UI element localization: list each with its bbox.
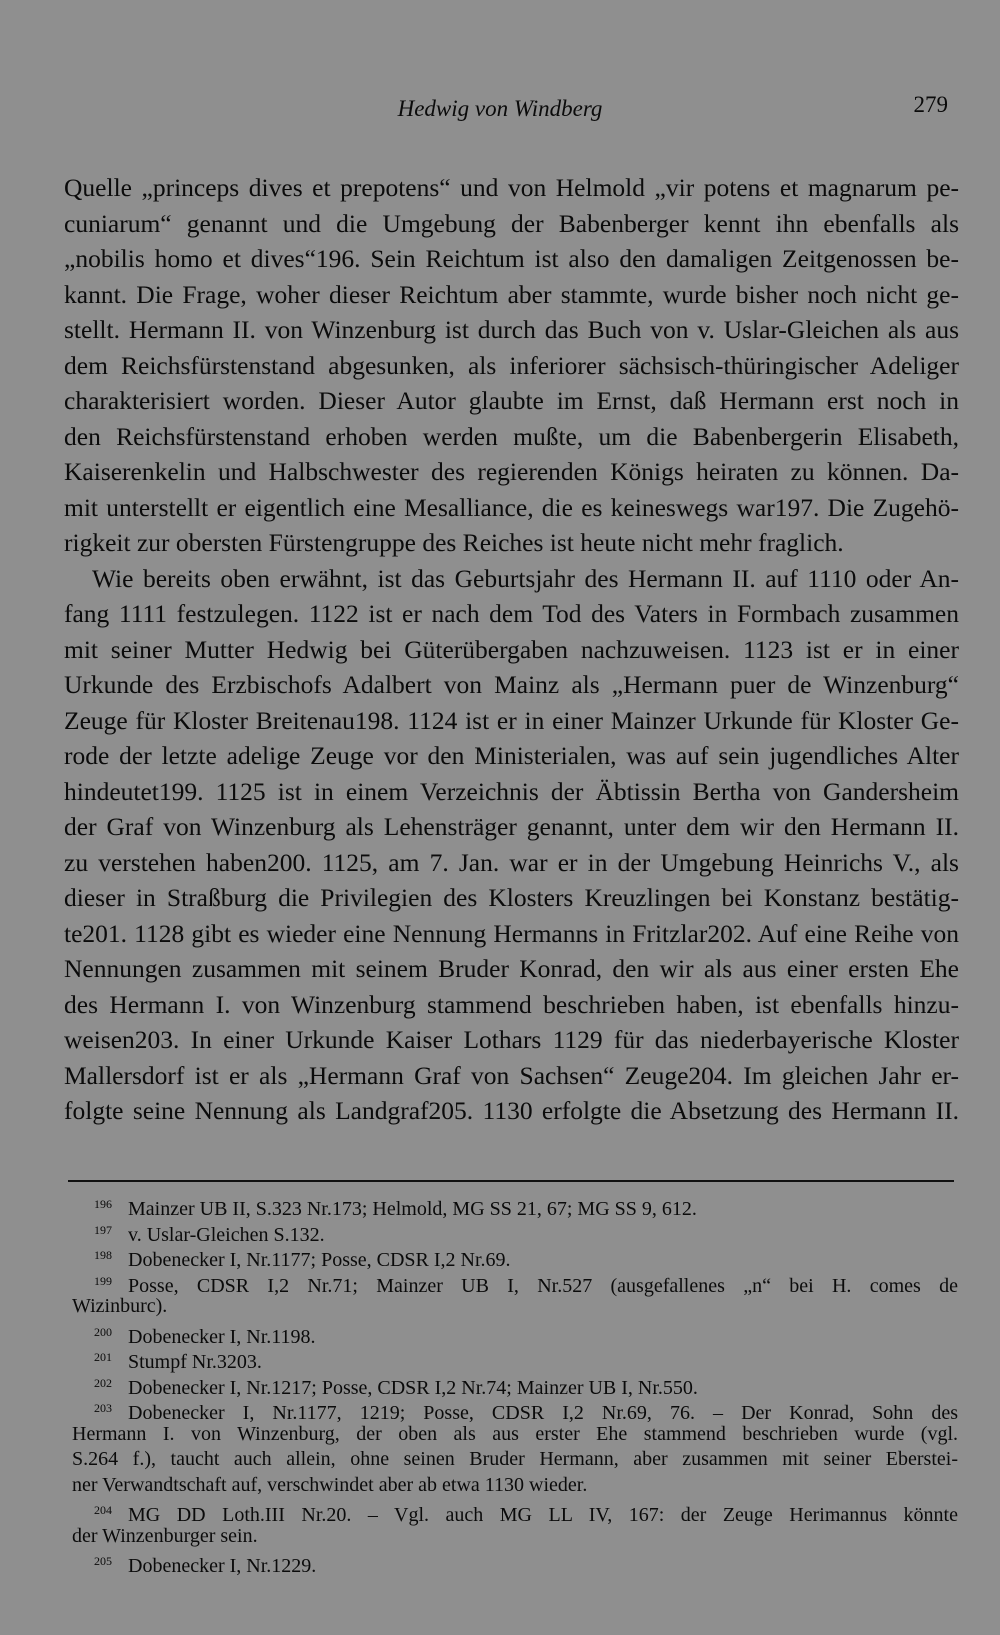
footnote — [72, 1269, 958, 1295]
footnote-text: Dobenecker I, Nr.1198. — [128, 1325, 316, 1348]
footnote-number: 204 — [94, 1503, 112, 1517]
body-line: fang 1111 festzulegen. 1122 ist er nach dem Tod des Vaters in Formbach zusammen — [64, 599, 959, 628]
footnote-text: Dobenecker I, Nr.1229. — [128, 1555, 317, 1577]
footnote-continuation — [72, 1524, 958, 1550]
footnote-text: Hermann I. von Winzenburg, der oben als aus erster Ehe stammend beschrieben wurde (vgl. — [72, 1422, 958, 1445]
body-line: Nennungen zusammen mit seinem Bruder Konrad, den wir als aus einer ersten Ehe — [64, 954, 959, 983]
footnote — [72, 1371, 958, 1397]
footnote — [72, 1320, 958, 1346]
body-line: dieser in Straßburg die Privilegien des Klosters Kreuzlingen bei Konstanz bestätig- — [64, 883, 959, 912]
footnote-number: 200 — [94, 1324, 112, 1339]
footnote-text: Dobenecker I, Nr.1177, 1219; Posse, CDSR I,2 Nr.69, 76. – Der Konrad, Sohn des — [128, 1402, 958, 1424]
footnote-number: 197 — [94, 1222, 112, 1237]
footnote-number: 203 — [94, 1401, 112, 1415]
body-line: Zeuge für Kloster Breitenau198. 1124 ist er in einer Mainzer Urkunde für Kloster Ge- — [64, 705, 959, 735]
footnote-number: 201 — [94, 1350, 112, 1364]
body-line: rode der letzte adelige Zeuge vor den Ministerialen, was auf sein jugendliches Alter — [64, 741, 959, 770]
footnote-text: MG DD Loth.III Nr.20. – Vgl. auch MG LL IV, 167: der Zeuge Herimannus könnte — [128, 1504, 958, 1526]
body-line: weisen203. In einer Urkunde Kaiser Lothars 1129 für das niederbayerische Kloster — [64, 1025, 959, 1054]
body-line: te201. 1128 gibt es wieder eine Nennung Hermanns in Fritzlar202. Auf eine Reihe von — [64, 918, 959, 948]
body-line: mit unterstellt er eigentlich eine Mesalliance, die es keineswegs war197. Die Zugehö- — [64, 492, 959, 522]
body-line: des Hermann I. von Winzenburg stammend beschrieben haben, ist ebenfalls hinzu- — [64, 989, 959, 1019]
footnote-text: der Winzenburger sein. — [72, 1524, 258, 1547]
footnote-continuation — [72, 1294, 958, 1320]
footnotes — [72, 1192, 958, 1575]
body-line: zu verstehen haben200. 1125, am 7. Jan. war er in der Umgebung Heinrichs V., als — [64, 847, 959, 877]
running-title: Hedwig von Windberg — [397, 96, 603, 121]
footnote-continuation — [72, 1422, 958, 1448]
footnote-text: v. Uslar-Gleichen S.132. — [128, 1223, 325, 1246]
footnote — [72, 1218, 958, 1244]
footnote-text: ner Verwandtschaft auf, verschwindet aber ab etwa 1130 wieder. — [72, 1473, 588, 1496]
body-line: der Graf von Winzenburg als Lehensträger genannt, unter dem wir den Hermann II. — [64, 812, 959, 841]
body-line: Quelle „princeps dives et prepotens“ und von Helmold „vir potens et magnarum pe- — [64, 173, 959, 202]
body-line: Urkunde des Erzbischofs Adalbert von Mainz als „Hermann puer de Winzenburg“ — [64, 670, 959, 699]
footnote-continuation — [72, 1473, 958, 1499]
footnote-rule — [68, 1180, 954, 1182]
footnote — [72, 1549, 958, 1575]
body-line: Kaiserenkelin und Halbschwester des regierenden Königs heiraten zu können. Da- — [64, 457, 959, 486]
footnote-text: Dobenecker I, Nr.1177; Posse, CDSR I,2 Nr.69. — [128, 1249, 511, 1271]
body-line: dem Reichsfürstenstand abgesunken, als inferiorer sächsisch-thüringischer Adeliger — [64, 350, 959, 380]
footnote-number: 202 — [94, 1375, 112, 1390]
footnote — [72, 1192, 958, 1218]
footnote — [72, 1345, 958, 1371]
body-line: Mallersdorf ist er als „Hermann Graf von Sachsen“ Zeuge204. Im gleichen Jahr er- — [64, 1060, 959, 1090]
body-line: kannt. Die Frage, woher dieser Reichtum aber stammte, wurde bisher noch nicht ge- — [64, 279, 959, 309]
body-line: folgte seine Nennung als Landgraf205. 1130 erfolgte die Absetzung des Hermann II. — [64, 1096, 959, 1125]
footnote-number: 196 — [94, 1197, 112, 1211]
footnote — [72, 1396, 958, 1422]
footnote-number: 198 — [94, 1248, 112, 1262]
footnote — [72, 1243, 958, 1269]
body-line: mit seiner Mutter Hedwig bei Güterübergaben nachzuweisen. 1123 ist er in einer — [64, 634, 959, 664]
page-number: 279 — [913, 92, 948, 117]
footnote-text: Mainzer UB II, S.323 Nr.173; Helmold, MG SS 21, 67; MG SS 9, 612. — [128, 1198, 697, 1220]
footnote-text: Wizinburc). — [72, 1295, 168, 1317]
body-line: „nobilis homo et dives“196. Sein Reichtum ist also den damaligen Zeitgenossen be- — [64, 244, 959, 273]
footnote-text: Dobenecker I, Nr.1217; Posse, CDSR I,2 Nr.74; Mainzer UB I, Nr.550. — [128, 1376, 698, 1399]
footnote-text: Stumpf Nr.3203. — [128, 1351, 262, 1373]
footnote-number: 199 — [94, 1273, 112, 1288]
footnote-text: S.264 f.), taucht auch allein, ohne seinen Bruder Hermann, aber zusammen mit seiner Eberstei- — [72, 1448, 958, 1470]
body-line: stellt. Hermann II. von Winzenburg ist durch das Buch von v. Uslar-Gleichen als aus — [64, 315, 959, 344]
footnote — [72, 1498, 958, 1524]
body-text — [64, 170, 959, 1129]
footnote-number: 205 — [94, 1554, 112, 1568]
footnote-text: Posse, CDSR I,2 Nr.71; Mainzer UB I, Nr.527 (ausgefallenes „n“ bei H. comes de — [128, 1274, 958, 1297]
body-line: charakterisiert worden. Dieser Autor glaubte im Ernst, daß Hermann erst noch in — [64, 386, 959, 415]
body-line: cuniarum“ genannt und die Umgebung der Babenberger kennt ihn ebenfalls als — [64, 208, 959, 238]
body-line: den Reichsfürstenstand erhoben werden mußte, um die Babenbergerin Elisabeth, — [64, 421, 959, 451]
body-line: Wie bereits oben erwähnt, ist das Geburtsjahr des Hermann II. auf 1110 oder An- — [92, 563, 959, 593]
body-line: hindeutet199. 1125 ist in einem Verzeichnis der Äbtissin Bertha von Gandersheim — [64, 776, 959, 806]
footnote-continuation — [72, 1447, 958, 1473]
body-line: rigkeit zur obersten Fürstengruppe des Reiches ist heute nicht mehr fraglich. — [64, 528, 844, 557]
